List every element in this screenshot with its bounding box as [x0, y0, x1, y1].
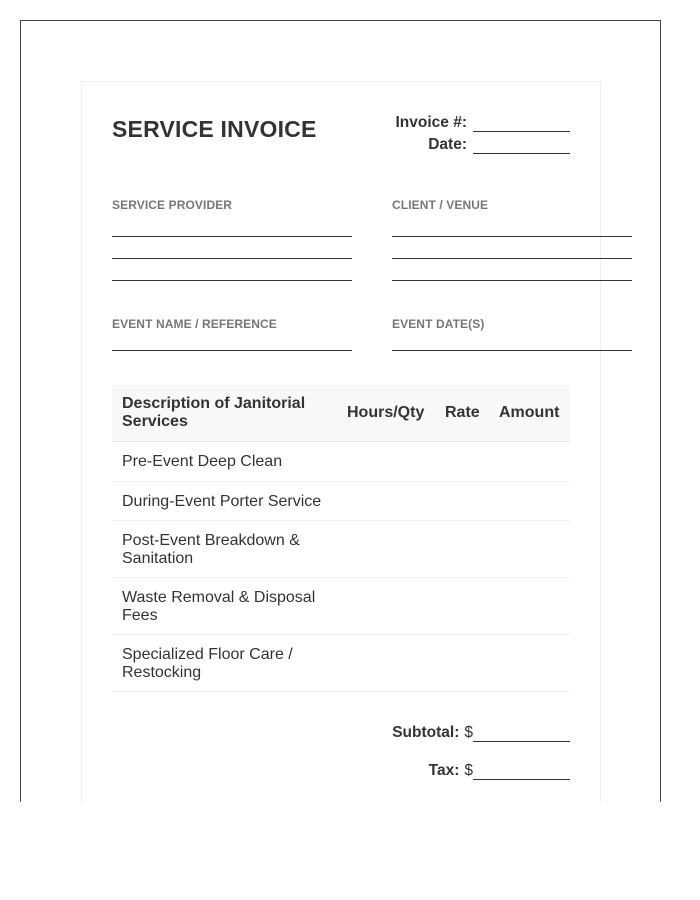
header-hours-qty: Hours/Qty — [347, 404, 425, 421]
subtotal-label: Subtotal: — [392, 724, 460, 741]
service-provider-line-1[interactable] — [112, 236, 352, 237]
header-amount: Amount — [499, 404, 560, 421]
subtotal-row — [392, 724, 570, 742]
row-description: Specialized Floor Care / Restocking — [122, 646, 293, 681]
subtotal-field[interactable] — [473, 727, 570, 742]
invoice-number-row — [396, 114, 571, 132]
service-provider-line-3[interactable] — [112, 280, 352, 281]
event-name-label: EVENT NAME / REFERENCE — [112, 317, 277, 331]
subtotal-currency: $ — [464, 724, 473, 741]
table-header — [112, 385, 570, 442]
table-row — [112, 442, 570, 482]
table-row — [112, 635, 570, 692]
row-description: Post-Event Breakdown & Sanitation — [122, 532, 300, 567]
client-venue-line-1[interactable] — [392, 236, 632, 237]
event-dates-label: EVENT DATE(S) — [392, 317, 485, 331]
service-provider-line-2[interactable] — [112, 258, 352, 259]
table-row — [112, 578, 570, 635]
client-venue-line-3[interactable] — [392, 280, 632, 281]
client-venue-line-2[interactable] — [392, 258, 632, 259]
invoice-title: SERVICE INVOICE — [112, 116, 317, 142]
tax-currency: $ — [464, 762, 473, 779]
invoice-number-label: Invoice #: — [395, 114, 467, 131]
tax-field[interactable] — [473, 765, 570, 780]
service-provider-label: SERVICE PROVIDER — [112, 198, 233, 212]
header-description: Description of Janitorial Services — [122, 395, 306, 430]
date-field[interactable] — [473, 139, 570, 154]
tax-label: Tax: — [428, 762, 460, 779]
tax-row — [429, 762, 570, 780]
header-rate: Rate — [445, 404, 480, 421]
table-row — [112, 521, 570, 578]
row-description: During-Event Porter Service — [122, 493, 322, 510]
client-venue-label: CLIENT / VENUE — [392, 198, 489, 212]
services-table — [112, 385, 570, 692]
event-dates-line[interactable] — [392, 350, 632, 351]
row-description: Waste Removal & Disposal Fees — [122, 589, 316, 624]
date-label: Date: — [428, 136, 467, 153]
event-name-line[interactable] — [112, 350, 352, 351]
invoice-number-field[interactable] — [473, 117, 570, 132]
row-description: Pre-Event Deep Clean — [122, 453, 283, 470]
table-row — [112, 482, 570, 521]
date-row — [428, 136, 570, 154]
